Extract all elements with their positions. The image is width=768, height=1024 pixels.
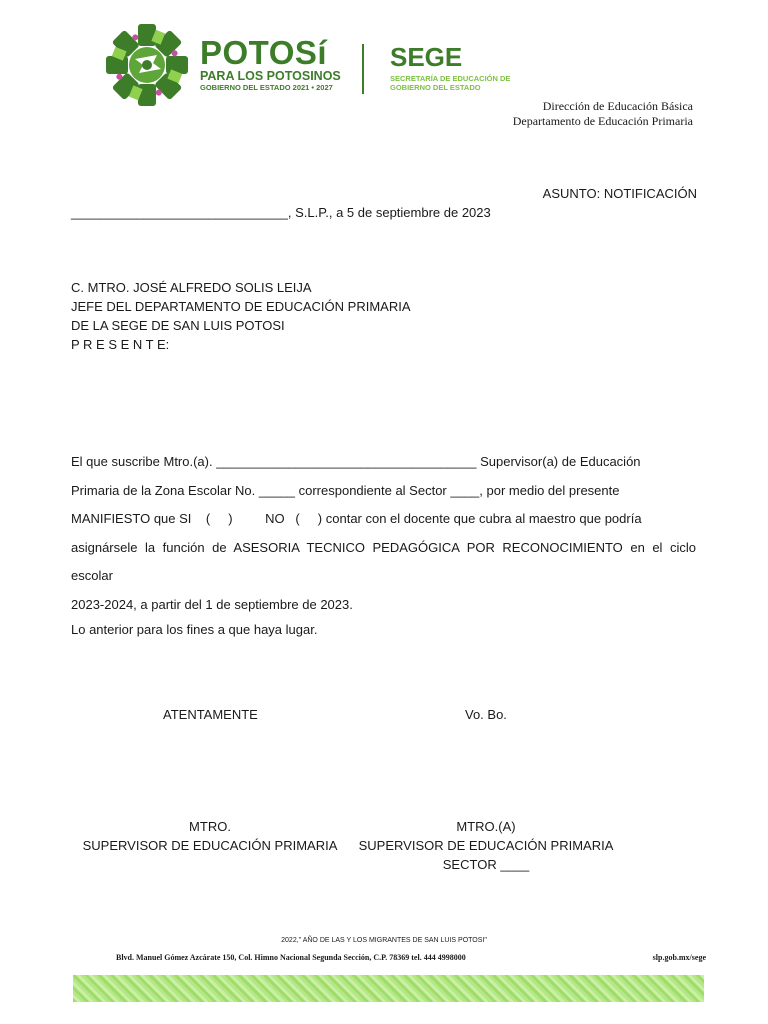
- header-divider: [362, 44, 364, 94]
- recipient-name: C. MTRO. JOSÉ ALFREDO SOLIS LEIJA: [71, 280, 312, 295]
- body-line-1: El que suscribe Mtro.(a). ____________________________________ Supervisor(a) de Educación: [71, 454, 641, 469]
- green-pattern-bar: [73, 975, 704, 1002]
- sege-subtitle: SECRETARÍA DE EDUCACIÓN DE GOBIERNO DEL ESTADO: [390, 74, 511, 92]
- sign-left-heading: ATENTAMENTE: [163, 707, 258, 722]
- sign-right-heading: Vo. Bo.: [465, 707, 507, 722]
- body-line-5: 2023-2024, a partir del 1 de septiembre de 2023.: [71, 596, 353, 612]
- signature-block-right: [356, 817, 616, 874]
- recipient-block: [71, 278, 411, 354]
- issuing-department: [513, 99, 693, 129]
- brand-government-period: GOBIERNO DEL ESTADO 2021 • 2027: [200, 83, 333, 92]
- footer-address: Blvd. Manuel Gómez Azcárate 150, Col. Himno Nacional Segunda Sección, C.P. 78369 tel. 444 4998000: [116, 953, 466, 962]
- sign-right-sector: SECTOR ____: [442, 857, 530, 872]
- place-date-line: ______________________________, S.L.P., a 5 de septiembre de 2023: [71, 205, 491, 220]
- brand-title: POTOSí: [200, 34, 328, 71]
- recipient-presente: P R E S E N T E:: [71, 337, 170, 352]
- direction-line-2: Departamento de Educación Primaria: [512, 114, 693, 128]
- footer-website: slp.gob.mx/sege: [652, 953, 706, 962]
- recipient-position: JEFE DEL DEPARTAMENTO DE EDUCACIÓN PRIMARIA: [71, 299, 411, 314]
- potosi-emblem-logo: [104, 22, 190, 108]
- sign-left-title: MTRO.: [189, 819, 231, 834]
- recipient-institution: DE LA SEGE DE SAN LUIS POTOSI: [71, 318, 285, 333]
- closing-line: Lo anterior para los fines a que haya lugar.: [71, 622, 318, 637]
- body-line-3: MANIFIESTO que SI ( ) NO ( ) contar con el docente que cubra al maestro que podría: [71, 511, 642, 527]
- subject-line: ASUNTO: NOTIFICACIÓN: [542, 186, 697, 201]
- body-line-2: Primaria de la Zona Escolar No. _____ correspondiente al Sector ____, por medio del presente: [71, 482, 620, 498]
- signature-block-left: [80, 817, 340, 855]
- footer-year-motto: 2022," AÑO DE LAS Y LOS MIGRANTES DE SAN LUIS POTOSI": [281, 937, 487, 944]
- letter-body: [71, 448, 696, 620]
- sign-left-role: SUPERVISOR DE EDUCACIÓN PRIMARIA: [82, 838, 338, 853]
- sege-title: SEGE: [390, 42, 463, 72]
- direction-line-1: Dirección de Educación Básica: [542, 99, 693, 113]
- brand-subtitle: PARA LOS POTOSINOS: [200, 69, 341, 83]
- sign-right-title: MTRO.(A): [456, 819, 516, 834]
- body-line-4: asignársele la función de ASESORIA TECNICO PEDAGÓGICA POR RECONOCIMIENTO en el ciclo escolar: [71, 539, 696, 584]
- sign-right-role: SUPERVISOR DE EDUCACIÓN PRIMARIA: [358, 838, 614, 853]
